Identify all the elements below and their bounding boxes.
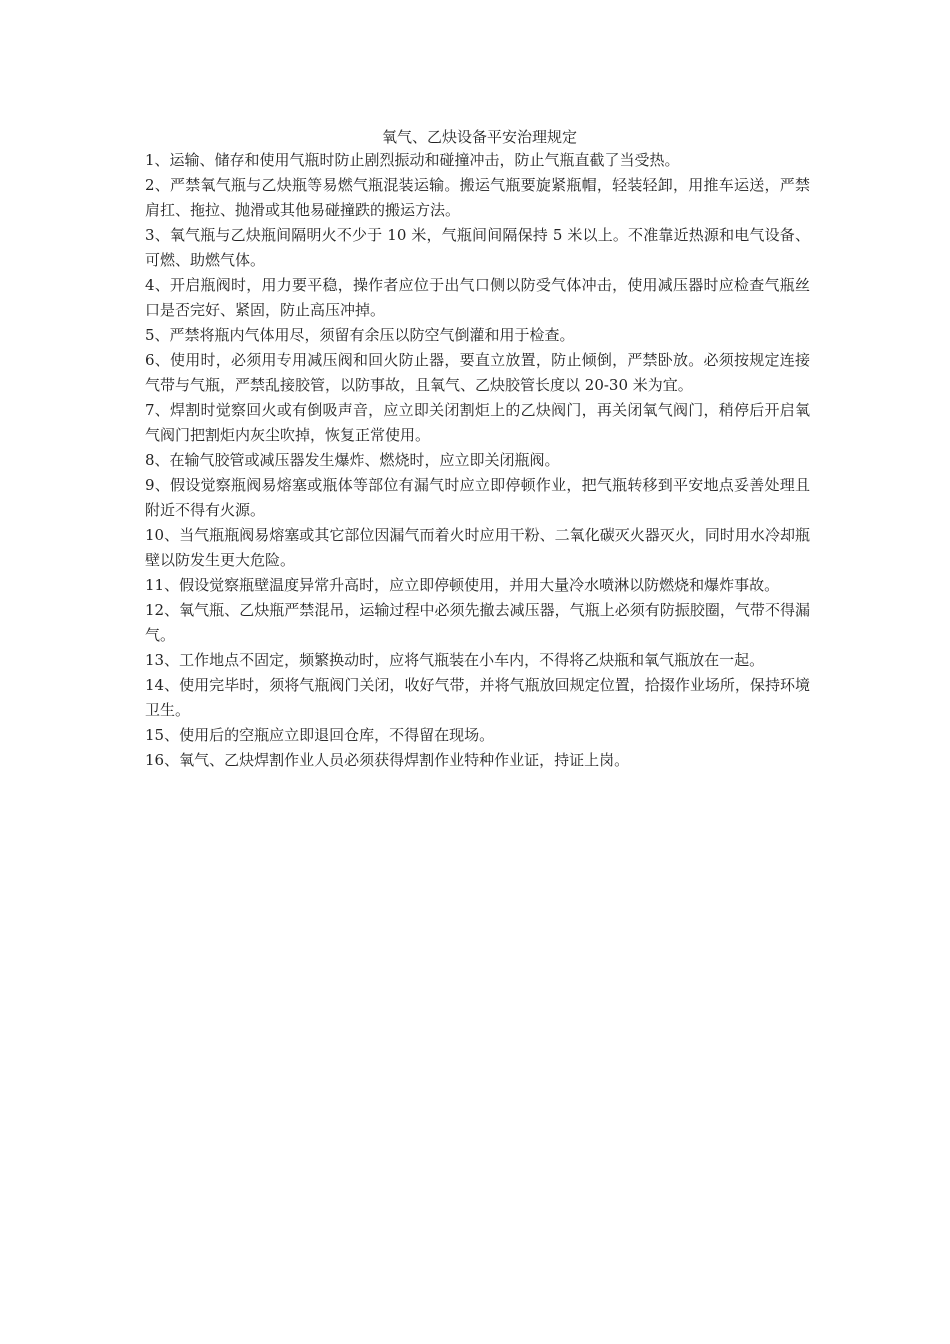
rule-item: 14、使用完毕时，须将气瓶阀门关闭，收好气带，并将气瓶放回规定位置，拾掇作业场所，保持环境卫生。 — [145, 676, 810, 719]
rule-item: 7、焊割时觉察回火或有倒吸声音，应立即关闭割炬上的乙炔阀门，再关闭氧气阀门，稍停后开启氧气阀门把割炬内灰尘吹掉，恢复正常使用。 — [145, 401, 810, 444]
rule-item: 4、开启瓶阀时，用力要平稳，操作者应位于出气口侧以防受气体冲击，使用减压器时应检查气瓶丝口是否完好、紧固，防止高压冲掉。 — [145, 276, 810, 319]
rule-item: 10、当气瓶瓶阀易熔塞或其它部位因漏气而着火时应用干粉、二氧化碳灭火器灭火，同时用水冷却瓶壁以防发生更大危险。 — [145, 526, 810, 569]
rule-item: 11、假设觉察瓶壁温度异常升高时，应立即停顿使用，并用大量冷水喷淋以防燃烧和爆炸事故。 — [145, 576, 780, 594]
rule-item: 12、氧气瓶、乙炔瓶严禁混吊，运输过程中必须先撤去减压器，气瓶上必须有防振胶圈，气带不得漏气。 — [145, 601, 810, 644]
rule-item: 6、使用时，必须用专用减压阀和回火防止器，要直立放置，防止倾倒，严禁卧放。必须按规定连接气带与气瓶，严禁乱接胶管，以防事故，且氧气、乙炔胶管长度以 20-30 米为宜。 — [145, 351, 810, 394]
rule-item: 15、使用后的空瓶应立即退回仓库，不得留在现场。 — [145, 726, 495, 744]
document-body — [145, 126, 810, 773]
rule-item: 8、在输气胶管或减压器发生爆炸、燃烧时，应立即关闭瓶阀。 — [145, 451, 560, 469]
rule-item: 13、工作地点不固定，频繁换动时，应将气瓶装在小车内，不得将乙炔瓶和氧气瓶放在一起。 — [145, 651, 765, 669]
document-title: 氧气、乙炔设备平安治理规定 — [381, 128, 577, 146]
rule-item: 9、假设觉察瓶阀易熔塞或瓶体等部位有漏气时应立即停顿作业，把气瓶转移到平安地点妥善处理且附近不得有火源。 — [145, 476, 810, 519]
rule-item: 5、严禁将瓶内气体用尽，须留有余压以防空气倒灌和用于检查。 — [145, 326, 575, 344]
rule-item: 16、氧气、乙炔焊割作业人员必须获得焊割作业特种作业证，持证上岗。 — [145, 751, 630, 769]
rule-item: 3、氧气瓶与乙炔瓶间隔明火不少于 10 米，气瓶间间隔保持 5 米以上。不准靠近热源和电气设备、可燃、助燃气体。 — [145, 226, 810, 269]
rule-item: 1、运输、储存和使用气瓶时防止剧烈振动和碰撞冲击，防止气瓶直截了当受热。 — [145, 151, 680, 169]
rule-item: 2、严禁氧气瓶与乙炔瓶等易燃气瓶混装运输。搬运气瓶要旋紧瓶帽，轻装轻卸，用推车运送，严禁肩扛、拖拉、抛滑或其他易碰撞跌的搬运方法。 — [145, 176, 810, 219]
